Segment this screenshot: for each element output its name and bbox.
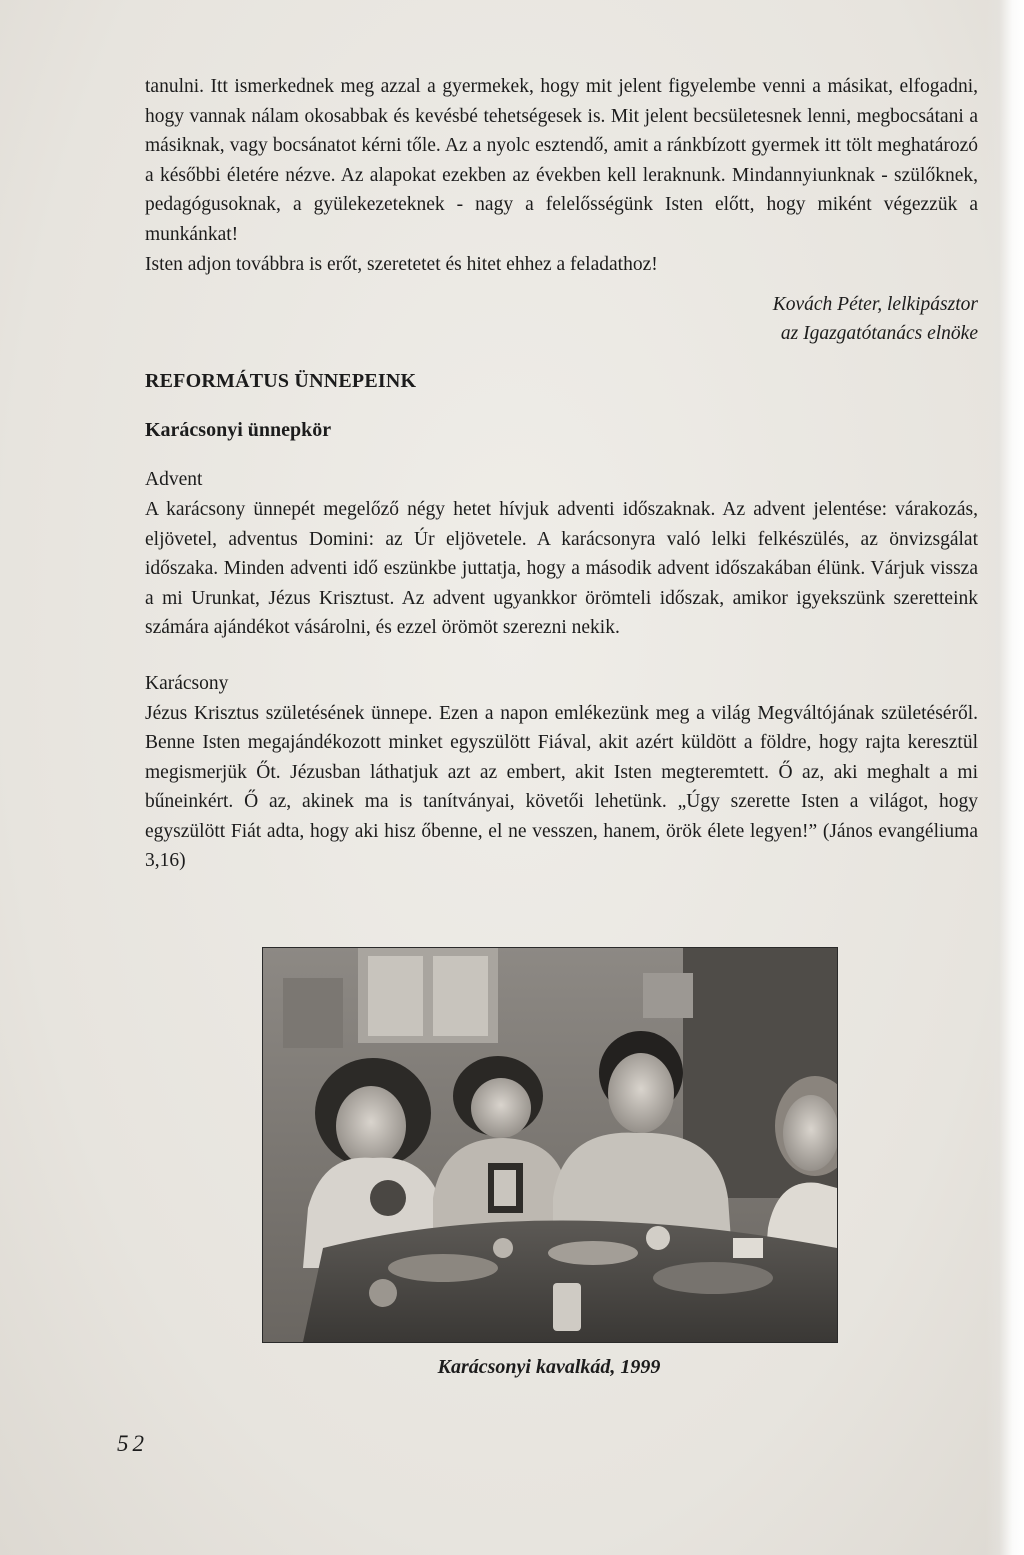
christmas-photo [262, 947, 838, 1343]
page-edge-shadow [986, 0, 1024, 1555]
photo-caption: Karácsonyi kavalkád, 1999 [437, 1356, 661, 1378]
advent-heading: Advent [145, 469, 203, 491]
signature-role: az Igazgatótanács elnöke [780, 322, 978, 344]
photo-illustration [263, 948, 837, 1342]
advent-paragraph: A karácsony ünnepét megelőző négy hetet hívjuk adventi időszaknak. Az advent jelentése: várakozás, eljövetel, adventus Domini: az Úr eljövetele. A karácsonyra való lelki felkészülés, az önvizsgálat időszaka. Minden adventi idő eszünkbe juttatja, hogy a második advent időszakában élünk. Várjuk vissza a mi Urunkat, Jézus Krisztust. Az advent ugyankkor örömteli időszak, amikor igyekszünk szeretteink számára ajándékot vásárolni, és ezzel örömöt szerezni nekik. [145, 498, 978, 639]
page-number: 52 [117, 1431, 148, 1456]
christmas-paragraph: Jézus Krisztus születésének ünnepe. Ezen a napon emlékezünk meg a világ Megváltójának születéséről. Benne Isten megajándékozott minket egyszülött Fiával, akit azért küldött a földre, hogy rajta keresztül megismerjük Őt. Jézusban láthatjuk azt az embert, akit Isten megteremtett. Ő az, aki meghalt a mi bűneinkért. Ő az, akinek ma is tanítványai, követői lehetünk. „Úgy szerette Isten a világot, hogy egyszülött Fiát adta, hogy aki hisz őbenne, el ne vesszen, hanem, örök élete legyen!” (János evangéliuma 3,16) [145, 702, 978, 872]
signature-block [145, 291, 978, 348]
blessing-sentence: Isten adjon továbbra is erőt, szeretetet és hitet ehhez a feladathoz! [145, 253, 658, 275]
intro-paragraph: tanulni. Itt ismerkednek meg azzal a gyermekek, hogy mit jelent figyelembe venni a másikat, elfogadni, hogy vannak nálam okosabbak és kevésbé tehetségesek is. Mit jelent becsületesnek lenni, megbocsátani a másiknak, vagy bocsánatot kérni tőle. Az a nyolc esztendő, amit a ránkbízott gyermek itt tölt meghatározó a későbbi életére nézve. Az alapokat ezekben az években kell leraknunk. Mindannyiunknak - szülőknek, pedagógusoknak, a gyülekezeteknek - nagy a felelősségünk Isten előtt, hogy miként végezzük a munkánkat! [145, 76, 978, 245]
main-text-column [145, 72, 978, 876]
christmas-heading: Karácsony [145, 672, 229, 694]
section-title: REFORMÁTUS ÜNNEPEINK [145, 370, 417, 393]
subsection-title: Karácsonyi ünnepkör [145, 418, 332, 441]
signature-name: Kovách Péter, lelkipásztor [772, 294, 978, 316]
